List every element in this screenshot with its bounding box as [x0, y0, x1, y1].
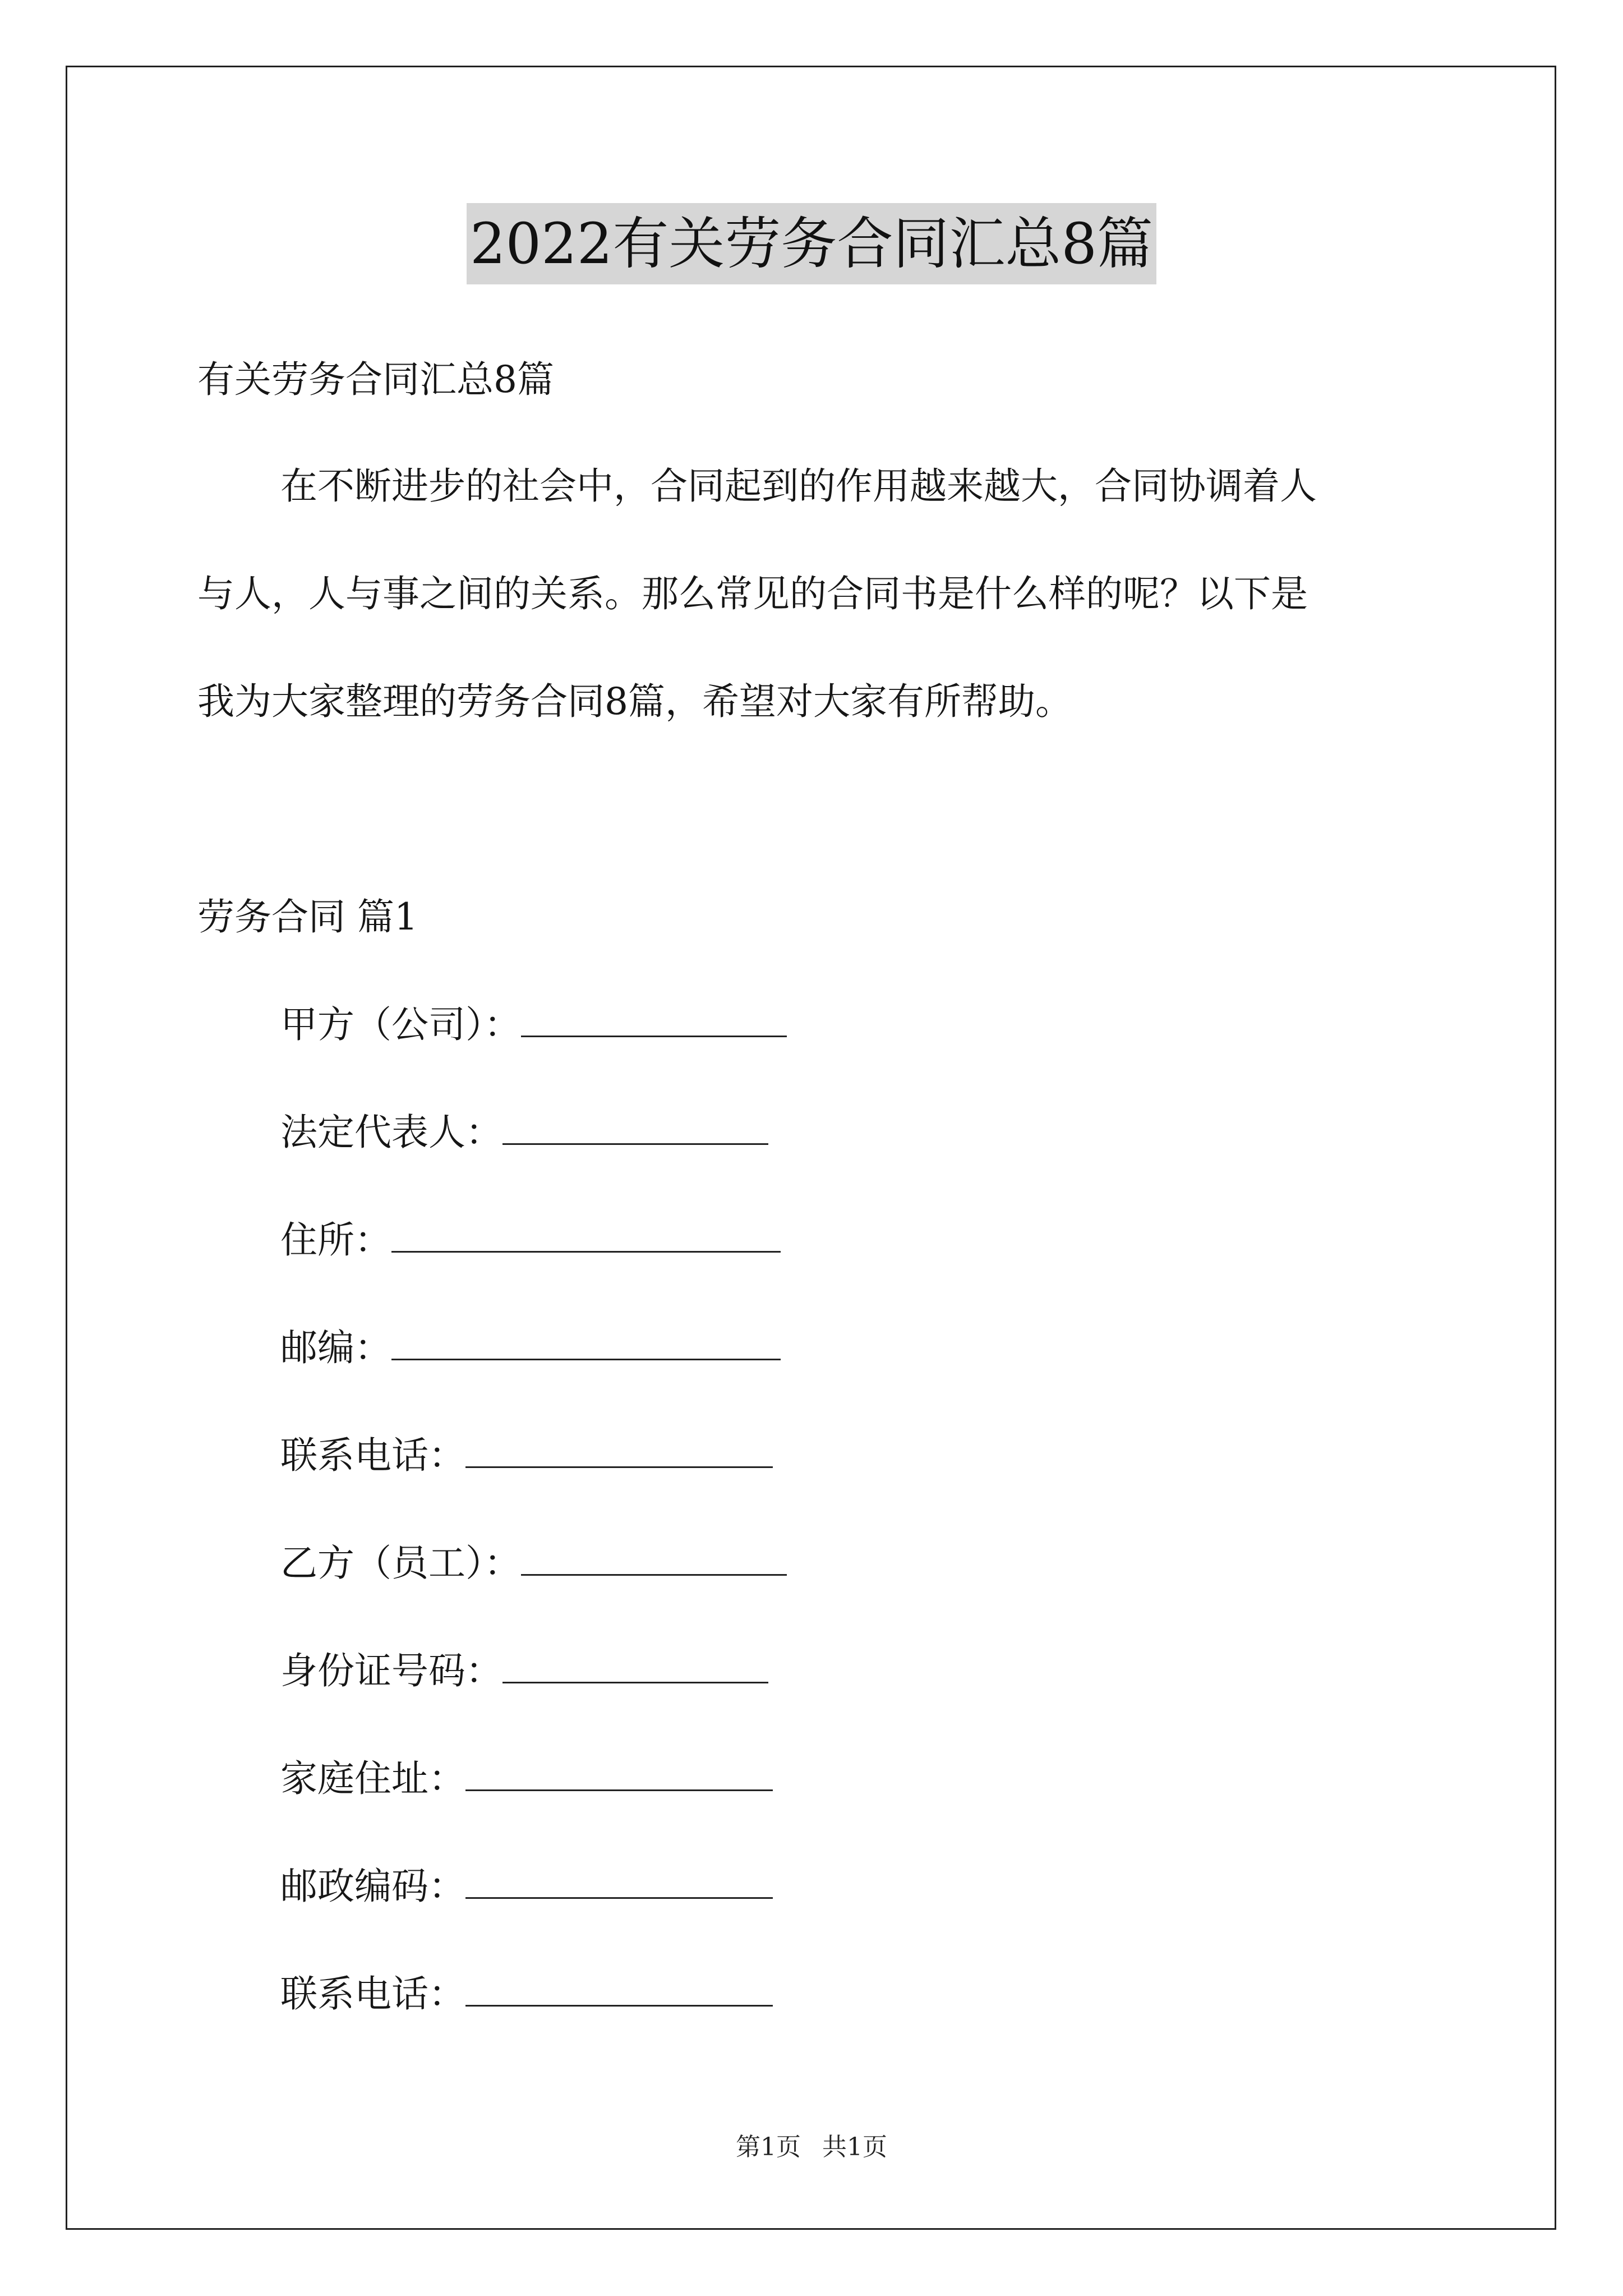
field-id-number: [280, 1646, 768, 1696]
field-address: [280, 1215, 781, 1266]
field-party-b: [280, 1538, 787, 1589]
blank-line[interactable]: [465, 1432, 773, 1468]
field-party-a: [280, 1000, 787, 1050]
blank-line[interactable]: [391, 1324, 781, 1360]
field-label: 乙方（员工）：: [280, 1542, 521, 1585]
intro-line-2: 与人，人与事之间的关系。那么常见的合同书是什么样的呢？以下是: [197, 572, 1308, 615]
intro-line-1: 在不断进步的社会中，合同起到的作用越来越大，合同协调着人: [280, 464, 1317, 508]
blank-line[interactable]: [465, 1755, 773, 1791]
blank-line[interactable]: [465, 1970, 773, 2007]
blank-line[interactable]: [391, 1216, 781, 1253]
field-postal-code: [280, 1861, 773, 1912]
field-label: 身份证号码：: [280, 1649, 502, 1692]
field-label: 邮政编码：: [280, 1865, 465, 1908]
field-phone-b: [280, 1969, 773, 2019]
blank-line[interactable]: [521, 1539, 787, 1576]
document-title: 2022有关劳务合同汇总8篇: [467, 203, 1156, 284]
blank-line[interactable]: [521, 1001, 787, 1037]
field-label: 联系电话：: [280, 1434, 465, 1477]
field-label: 住所：: [280, 1218, 391, 1262]
field-label: 联系电话：: [280, 1972, 465, 2016]
section-heading: 劳务合同 篇1: [197, 895, 418, 938]
document-title-block: [0, 203, 1623, 284]
field-label: 家庭住址：: [280, 1757, 465, 1800]
intro-line-3: 我为大家整理的劳务合同8篇，希望对大家有所帮助。: [197, 680, 1072, 723]
field-label: 法定代表人：: [280, 1111, 502, 1154]
field-legal-representative: [280, 1107, 768, 1158]
field-home-address: [280, 1754, 773, 1804]
blank-line[interactable]: [502, 1647, 768, 1683]
field-postcode: [280, 1323, 781, 1373]
blank-line[interactable]: [502, 1108, 768, 1145]
field-label: 甲方（公司）：: [280, 1003, 521, 1046]
document-subtitle: 有关劳务合同汇总8篇: [197, 358, 554, 401]
field-phone-a: [280, 1430, 773, 1481]
page-total: 共1页: [822, 2133, 887, 2161]
blank-line[interactable]: [465, 1862, 773, 1899]
field-label: 邮编：: [280, 1326, 391, 1369]
page-footer: [0, 2131, 1623, 2164]
page-current: 第1页: [736, 2133, 801, 2161]
